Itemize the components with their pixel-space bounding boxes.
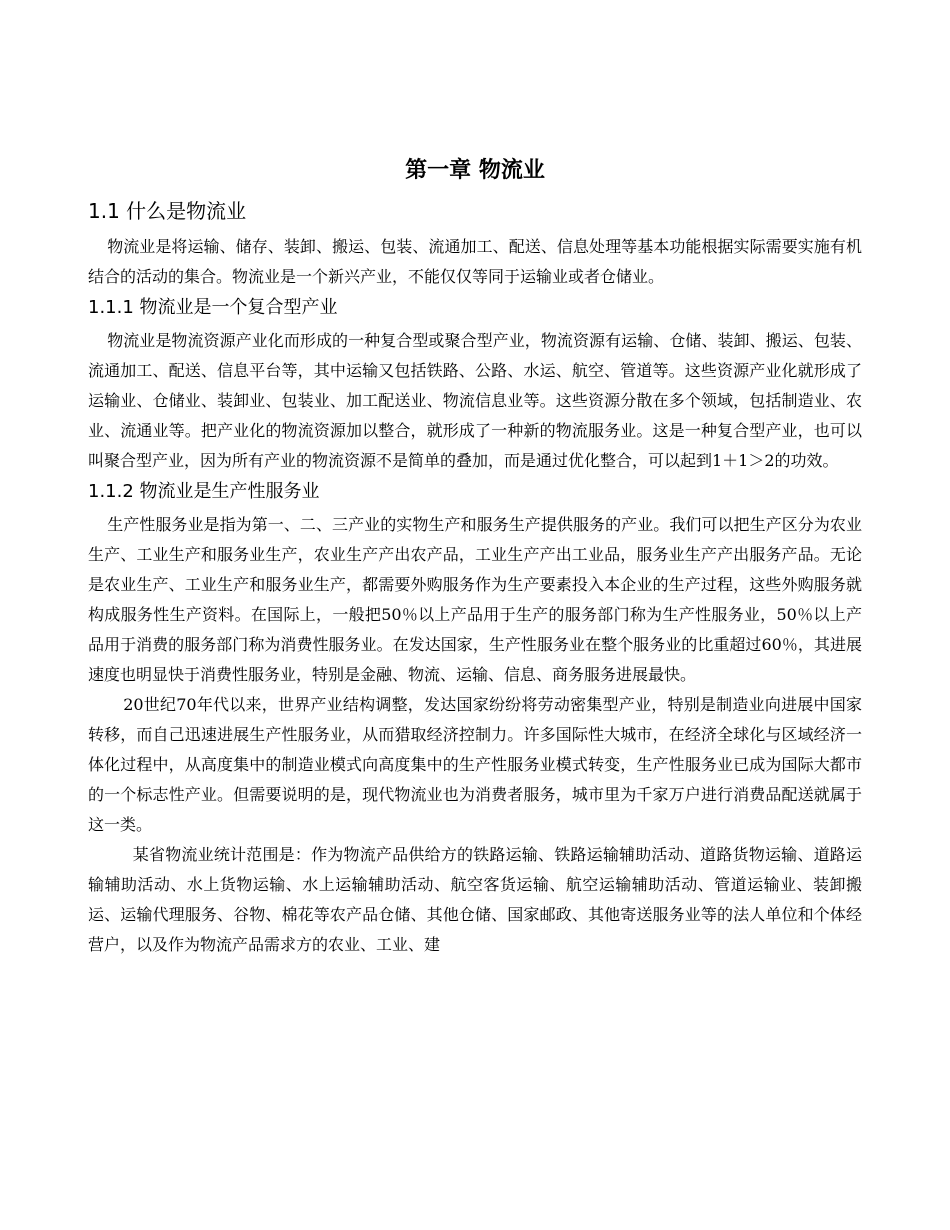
paragraph-1-1-2-c: 某省物流业统计范围是：作为物流产品供给方的铁路运输、铁路运输辅助活动、道路货物运输、道路运输辅助活动、水上货物运输、水上运输辅助活动、航空客货运输、航空运输辅助活动、管道运输业、装卸搬运、运输代理服务、谷物、棉花等农产品仓储、其他仓储、国家邮政、其他寄送服务业等的法人单位和个体经营户，以及作为物流产品需求方的农业、工业、建: [88, 845, 862, 954]
section-heading-1-1-1: 1.1.1 物流业是一个复合型产业: [88, 297, 338, 318]
paragraph-1-1-2-b: 20世纪70年代以来，世界产业结构调整，发达国家纷纷将劳动密集型产业，特别是制造业向进展中国家转移，而自己迅速进展生产性服务业，从而猎取经济控制力。许多国际性大城市，在经济全球化与区域经济一体化过程中，从高度集中的制造业模式向高度集中的生产性服务业模式转变，生产性服务业已成为国际大都市的一个标志性产业。但需要说明的是，现代物流业也为消费者服务，城市里为千家万户进行消费品配送就属于这一类。: [88, 695, 862, 834]
paragraph-1-1-1: 物流业是物流资源产业化而形成的一种复合型或聚合型产业，物流资源有运输、仓储、装卸、搬运、包装、流通加工、配送、信息平台等，其中运输又包括铁路、公路、水运、航空、管道等。这些资源产业化就形成了运输业、仓储业、装卸业、包装业、加工配送业、物流信息业等。这些资源分散在多个领域，包括制造业、农业、流通业等。把产业化的物流资源加以整合，就形成了一种新的物流服务业。这是一种复合型产业，也可以叫聚合型产业，因为所有产业的物流资源不是简单的叠加，而是通过优化整合，可以起到1＋1＞2的功效。: [88, 331, 862, 470]
paragraph-1-1-2-a: 生产性服务业是指为第一、二、三产业的实物生产和服务生产提供服务的产业。我们可以把生产区分为农业生产、工业生产和服务业生产，农业生产产出农产品，工业生产产出工业品，服务业生产产出服务产品。无论是农业生产、工业生产和服务业生产，都需要外购服务作为生产要素投入本企业的生产过程，这些外购服务就构成服务性生产资料。在国际上，一般把50％以上产品用于生产的服务部门称为生产性服务业，50％以上产品用于消费的服务部门称为消费性服务业。在发达国家，生产性服务业在整个服务业的比重超过60％，其进展速度也明显快于消费性服务业，特别是金融、物流、运输、信息、商务服务进展最快。: [88, 515, 862, 684]
section-heading-1-1-2: 1.1.2 物流业是生产性服务业: [88, 481, 320, 502]
chapter-title: 第一章 物流业: [405, 158, 545, 183]
section-heading-1-1: 1.1 什么是物流业: [88, 199, 247, 223]
paragraph-1-1: 物流业是将运输、储存、装卸、搬运、包装、流通加工、配送、信息处理等基本功能根据实际需要实施有机结合的活动的集合。物流业是一个新兴产业，不能仅仅等同于运输业或者仓储业。: [88, 237, 862, 286]
